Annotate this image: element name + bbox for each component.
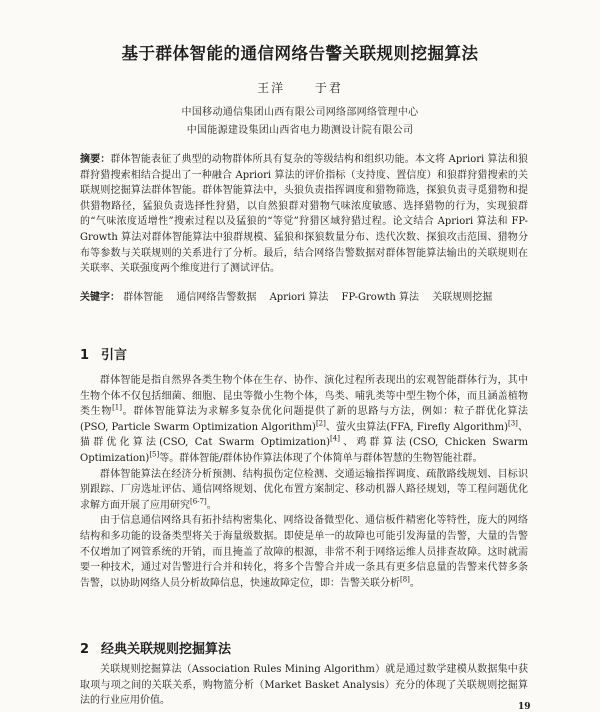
citation: [1] (112, 403, 122, 412)
keyword: 关联规则挖掘 (432, 292, 493, 303)
author-name: 于君 (314, 81, 343, 95)
section-title: 经典关联规则挖掘算法 (101, 642, 232, 657)
paper-title: 基于群体智能的通信网络告警关联规则挖掘算法 (121, 44, 479, 63)
keyword: 通信网络告警数据 (176, 292, 257, 303)
citation: [6-7] (190, 497, 207, 506)
affiliation: 中国移动通信集团山西有限公司网络部网络管理中心 (181, 107, 419, 118)
section-number: 2 (80, 642, 90, 657)
author-line (0, 79, 600, 96)
citation: [5] (149, 450, 160, 459)
section-title: 引言 (101, 348, 128, 363)
citation: [2] (315, 419, 326, 428)
paragraph: 群体智能算法在经济分析预测、结构损伤定位检测、交通运输指挥调度、疏散路线规划、目标识别跟踪、厂房选址评估、通信网络规划、优化布置方案制定、移动机器人路径规划，等工程问题优化求解方面开展了应用研究[6-7]。 (80, 468, 528, 511)
section-heading (80, 344, 127, 363)
keywords (80, 290, 528, 305)
paragraph: 群体智能是指自然界各类生物个体在生存、协作、演化过程所表现出的宏观智能群体行为，其中生物个体不仅包括细菌、细胞、昆虫等微小生物个体，鸟类、哺乳类等中型生物个体，而且涵盖植物类生物[1]。群体智能算法为求解多复杂优化问题提供了新的思路与方法，例如：粒子群优化算法(PSO, Particle Swarm Optimization Algorithm)[2]、萤火虫算法(FFA, Firefly Algorithm)[3]、猫群优化算法(CSO, Cat Swarm Optimization)[4]、鸡群算法(CSO, Chicken Swarm Optimization)[5]等。群体智能/群体协作算法体现了个体简单与群体智慧的生物智能社群。 (80, 375, 529, 464)
keyword: Apriori 算法 (269, 292, 329, 303)
affiliation: 中国能源建设集团山西省电力勘测设计院有限公司 (186, 125, 414, 136)
author-name: 王洋 (257, 81, 286, 95)
section-body (80, 373, 528, 591)
page-number: 19 (518, 702, 531, 712)
paragraph: 由于信息通信网络具有拓扑结构密集化、网络设备微型化、通信板件精密化等特性，庞大的网络结构和多功能的设备类型将关于海量级数据。即使是单一的故障也可能引发海量的告警，大量的告警不仅增加了网管系统的开销，而且掩盖了故障的根源，非常不利于网络运维人员排查故障。这时就需要一种技术，通过对告警进行合并和转化，将多个告警合并成一条具有更多信息量的告警来代替多条告警，以协助网络人员分析故障信息，快速故障定位，即：告警关联分析[8]。 (80, 515, 528, 589)
abstract-label: 摘要： (80, 154, 111, 165)
keyword: FP-Growth 算法 (341, 292, 420, 303)
citation: [3] (508, 419, 518, 428)
keyword: 群体智能 (123, 292, 164, 303)
citation: [4] (330, 435, 340, 444)
section-heading (80, 638, 231, 657)
section-body (80, 662, 528, 709)
section-number: 1 (80, 348, 90, 363)
abstract-text: 群体智能表征了典型的动物群体所具有复杂的等级结构和组织功能。本文将 Apriori 算法和狼群狩猎搜索相结合提出了一种融合 Apriori 算法的评价指标（支持度、置信度）和狼群狩猎搜索的关联规则挖掘算法群体智能。群体智能算法中，头狼负责指挥调度和猎物筛选，探狼负责寻觅猎物和提供猎物路径，猛狼负责选择性狩猎，以自然狼群对猎物气味浓度敏感、选择猎物的行为，实现狼群的“气味浓度适增性”搜索过程以及猛狼的“等觉”狩猎区域狩猎过程。论文结合 Apriori 算法和 FP-Growth 算法对群体智能算法中狼群规模、猛狼和探狼数量分布、迭代次数、探狼攻击范围、猎物分布等参数与关联规则的关系进行了分析。最后，结合网络告警数据对群体智能算法输出的关联规则在关联率、关联强度两个维度进行了测试评估。 (80, 154, 529, 275)
keywords-label: 关键字： (80, 292, 120, 303)
paragraph: 关联规则挖掘算法（Association Rules Mining Algorithm）就是通过数学建模从数据集中获取项与项之间的关联关系，购物篮分析（Market Basket Analysis）充分的体现了关联规则挖掘算法的行业应用价值。 (80, 664, 528, 707)
abstract (80, 152, 528, 277)
citation: [8] (400, 575, 410, 584)
